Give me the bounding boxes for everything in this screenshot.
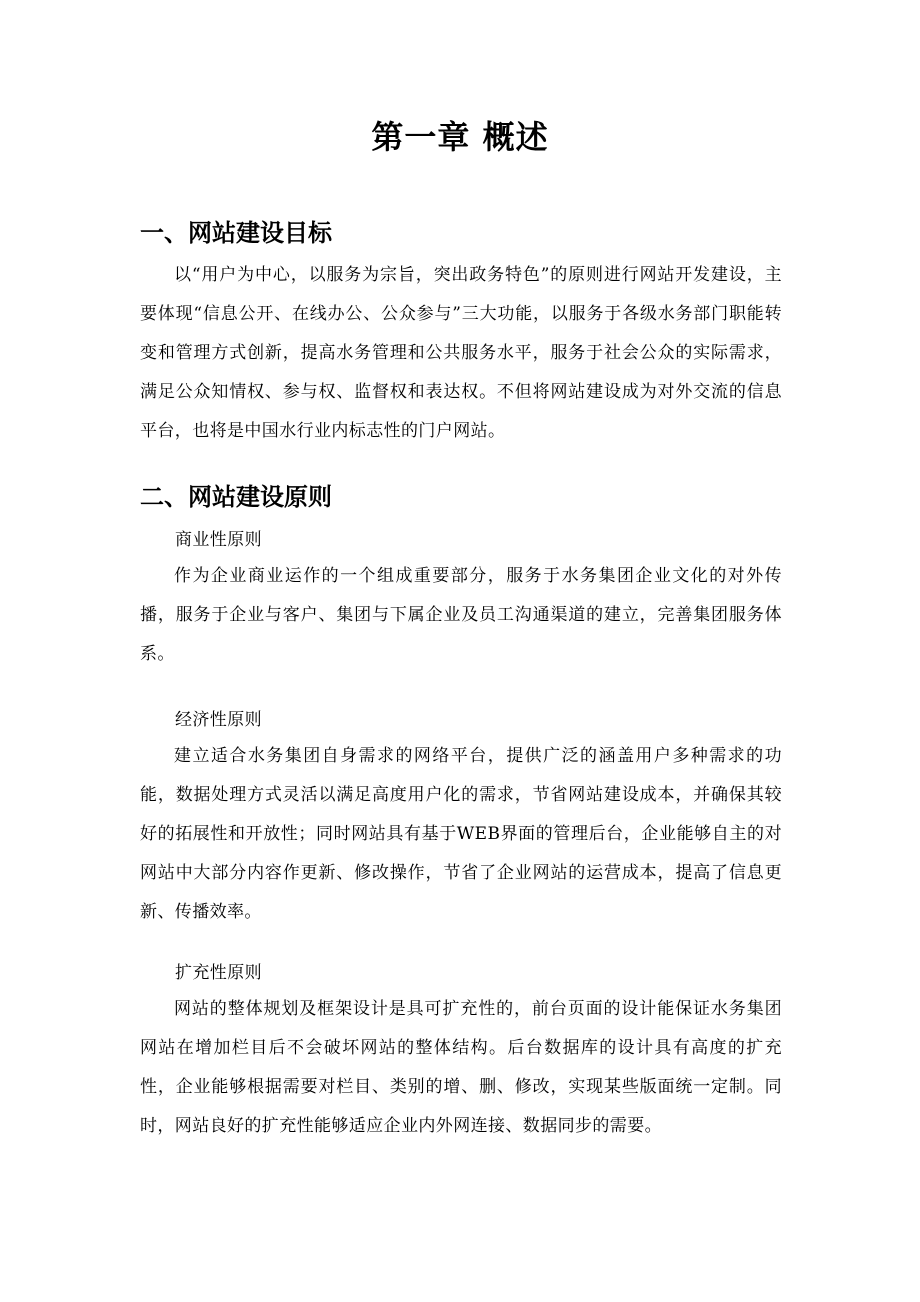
principle-label-economic: 经济性原则 <box>175 710 262 730</box>
section-heading-goals: 一、网站建设目标 <box>140 218 332 247</box>
chapter-title: 第一章 概述 <box>371 118 549 156</box>
goals-paragraph: 以“用户为中心，以服务为宗旨，突出政务特色”的原则进行网站开发建设，主要体现“信息公开、在线办公、公众参与”三大功能，以服务于各级水务部门职能转变和管理方式创新，提高水务管理和公共服务水平，服务于社会公众的实际需求，满足公众知情权、参与权、监督权和表达权。不但将网站建设成为对外交流的信息平台，也将是中国水行业内标志性的门户网站。 <box>140 265 782 441</box>
principle-paragraph-extensibility: 网站的整体规划及框架设计是具可扩充性的，前台页面的设计能保证水务集团网站在增加栏目后不会破坏网站的整体结构。后台数据库的设计具有高度的扩充性，企业能够根据需要对栏目、类别的增、删、修改，实现某些版面统一定制。同时，网站良好的扩充性能够适应企业内外网连接、数据同步的需要。 <box>140 999 782 1136</box>
section-heading-principles: 二、网站建设原则 <box>140 482 332 511</box>
principle-label-commercial: 商业性原则 <box>175 530 262 550</box>
principle-paragraph-economic: 建立适合水务集团自身需求的网络平台，提供广泛的涵盖用户多种需求的功能，数据处理方式灵活以满足高度用户化的需求，节省网站建设成本，并确保其较好的拓展性和开放性；同时网站具有基于WEB界面的管理后台，企业能够自主的对网站中大部分内容作更新、修改操作，节省了企业网站的运营成本，提高了信息更新、传播效率。 <box>140 746 782 922</box>
principle-paragraph-commercial: 作为企业商业运作的一个组成重要部分，服务于水务集团企业文化的对外传播，服务于企业与客户、集团与下属企业及员工沟通渠道的建立，完善集团服务体系。 <box>140 566 782 664</box>
principle-label-extensibility: 扩充性原则 <box>175 963 262 983</box>
